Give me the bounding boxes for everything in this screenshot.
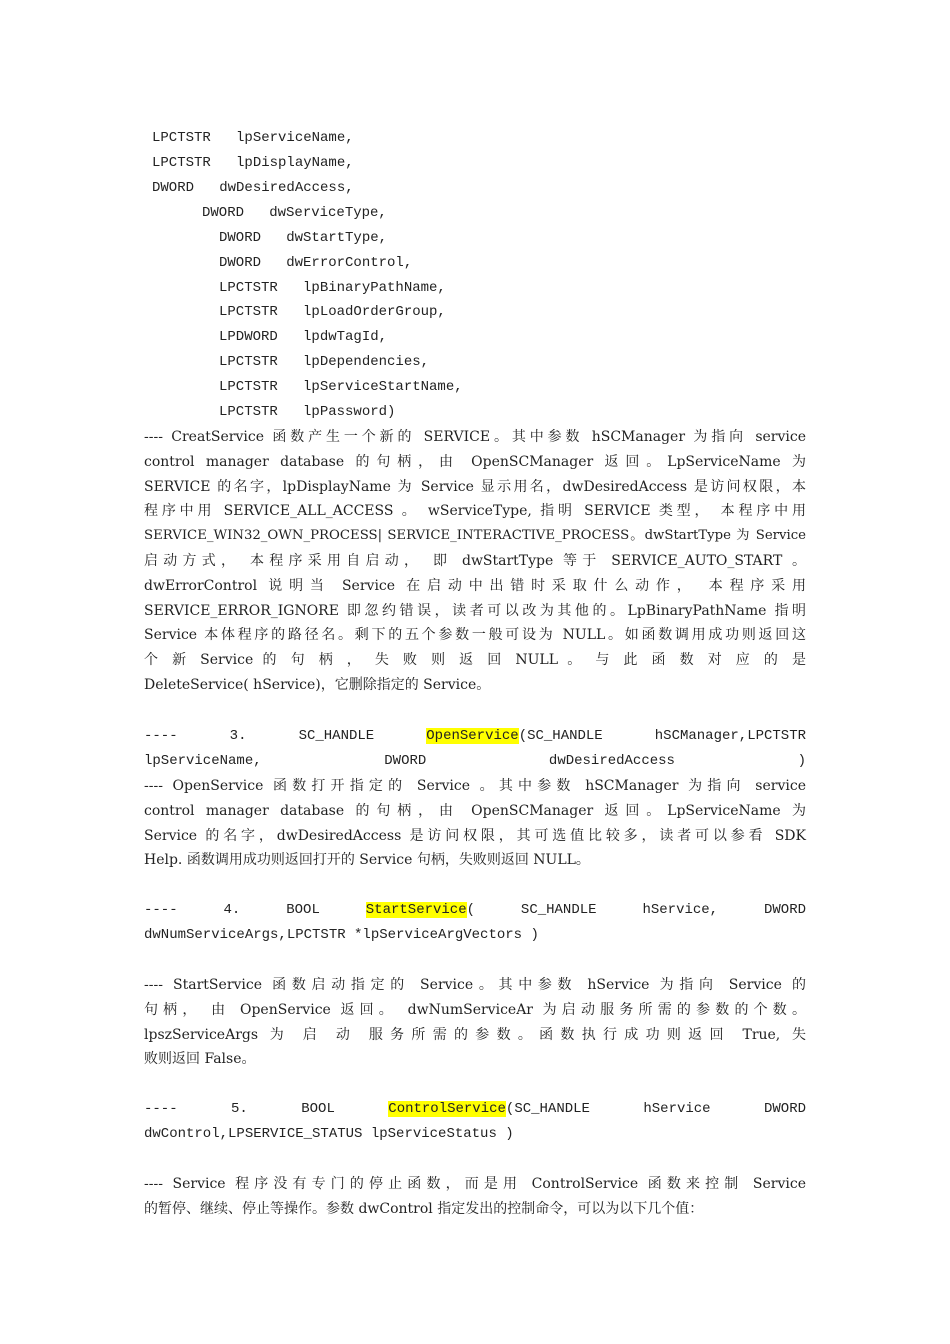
paragraph-line: SERVICE_ERROR_IGNORE 即忽约错误，读者可以改为其他的。LpBinaryPathName 指明 [144, 602, 806, 619]
signature-prefix: ---- 4. BOOL [144, 902, 366, 918]
paragraph-line: DeleteService( hService)，它删除指定的 Service。 [144, 676, 491, 693]
code-line: LPCTSTR lpLoadOrderGroup, [219, 304, 446, 320]
code-line: LPCTSTR lpServiceStartName, [219, 379, 463, 395]
paragraph-line: SERVICE_WIN32_OWN_PROCESS| SERVICE_INTERACTIVE_PROCESS。dwStartType 为 Service [144, 528, 806, 544]
paragraph-line: ---- Service 程序没有专门的停止函数，而是用 ControlService 函数来控制 Service [144, 1176, 806, 1192]
code-line: DWORD dwDesiredAccess, [152, 180, 354, 196]
openservice-signature [144, 724, 806, 774]
paragraph-line: 个 新 Service 的 句 柄 ， 失 败 则 返 回 NULL 。 与 此 函 数 对 应 的 是 [144, 652, 806, 669]
code-line: DWORD dwStartType, [219, 230, 388, 246]
paragraph-line: dwErrorControl 说明当 Service 在启动中出错时采取什么动作， 本程序采用 [144, 577, 806, 594]
paragraph-line: Help. 函数调用成功则返回打开的 Service 句柄，失败则返回 NULL。 [144, 852, 590, 869]
paragraph-line: SERVICE 的名字，lpDisplayName 为 Service 显示用名，dwDesiredAccess 是访问权限，本 [144, 478, 806, 495]
signature-prefix: ---- 5. BOOL [144, 1101, 389, 1117]
code-line: LPCTSTR lpDisplayName, [152, 155, 354, 171]
code-line: LPDWORD lpdwTagId, [219, 329, 388, 345]
function-name-highlight: ControlService [388, 1101, 506, 1117]
signature-line: dwNumServiceArgs,LPCTSTR *lpServiceArgVectors ) [144, 926, 539, 943]
paragraph-line: control manager database 的句柄，由 OpenSCManager 返回。LpServiceName 为 [144, 802, 806, 819]
paragraph-line: 败则返回 False。 [144, 1051, 256, 1068]
signature-line: dwControl,LPSERVICE_STATUS lpServiceStatus ) [144, 1125, 514, 1142]
signature-line: lpServiceName, DWORD dwDesiredAccess ) [144, 752, 806, 769]
signature-line [144, 898, 806, 923]
signature-params: (SC_HANDLE hSCManager,LPCTSTR [518, 728, 807, 744]
code-line: DWORD dwErrorControl, [219, 255, 413, 271]
signature-params: (SC_HANDLE hService DWORD [505, 1101, 806, 1117]
paragraph-line: Service 本体程序的路径名。剩下的五个参数一般可设为 NULL。如函数调用成功则返回这 [144, 627, 806, 644]
code-line: LPCTSTR lpPassword) [219, 404, 396, 420]
function-name-highlight: StartService [365, 902, 467, 918]
paragraph-line: ---- CreatService 函数产生一个新的 SERVICE。其中参数 hSCManager 为指向 service [144, 429, 806, 445]
paragraph-line: 启动方式， 本程序采用自启动， 即 dwStartType 等于 SERVICE_AUTO_START 。 [144, 552, 806, 569]
paragraph-line: Service 的名字，dwDesiredAccess 是访问权限，其可选值比较多，读者可以参看 SDK [144, 827, 806, 844]
signature-line [144, 1097, 806, 1122]
openservice-description [144, 774, 806, 873]
signature-params: ( SC_HANDLE hService, DWORD [466, 902, 807, 918]
paragraph-line: control manager database 的句柄，由 OpenSCManager 返回。LpServiceName 为 [144, 453, 806, 470]
controlservice-description [144, 1172, 806, 1222]
paragraph-line: 程序中用 SERVICE_ALL_ACCESS 。 wServiceType, 指明 SERVICE 类型， 本程序中用 [144, 503, 806, 520]
paragraph-line: lpszServiceArgs 为 启 动 服务所需的参数。函数执行成功则返回 True, 失 [144, 1026, 806, 1043]
paragraph-line: ---- StartService 函数启动指定的 Service。其中参数 hService 为指向 Service 的 [144, 977, 806, 993]
signature-prefix: ---- 3. SC_HANDLE [144, 728, 427, 744]
code-line: LPCTSTR lpBinaryPathName, [219, 280, 446, 296]
paragraph-line: ---- OpenService 函数打开指定的 Service 。其中参数 hSCManager 为指向 service [144, 778, 806, 794]
createservice-description [144, 425, 806, 698]
paragraph-line: 句柄， 由 OpenService 返回。 dwNumServiceAr 为启动服务所需的参数的个数。 [144, 1001, 806, 1018]
code-line: LPCTSTR lpServiceName, [152, 130, 354, 146]
paragraph-line: 的暂停、继续、停止等操作。参数 dwControl 指定发出的控制命令，可以为以下几个值： [144, 1200, 704, 1217]
code-line: DWORD dwServiceType, [202, 205, 387, 221]
startservice-signature [144, 898, 806, 948]
controlservice-signature [144, 1097, 806, 1147]
signature-line [144, 724, 806, 749]
startservice-description [144, 973, 806, 1072]
code-line: LPCTSTR lpDependencies, [219, 354, 430, 370]
function-name-highlight: OpenService [426, 728, 519, 744]
